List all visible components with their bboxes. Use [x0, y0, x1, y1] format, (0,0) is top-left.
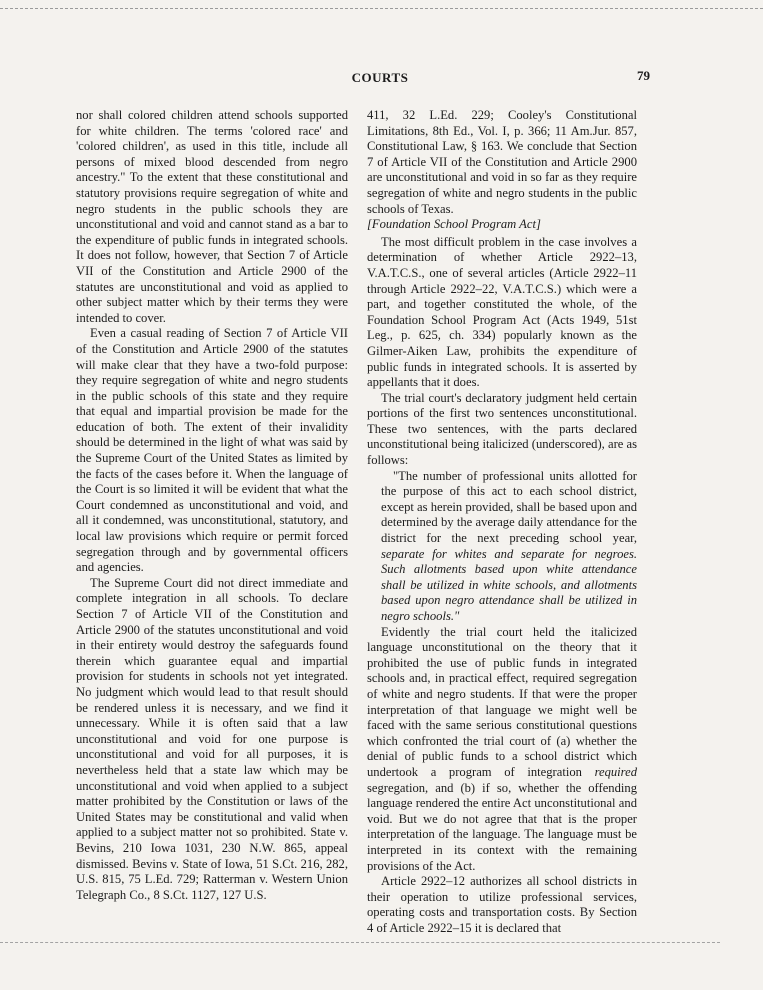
right-paragraph-4-emphasis: required — [594, 764, 637, 779]
section-heading: [Foundation School Program Act] — [367, 217, 541, 232]
quote-plain-text: "The number of professional units allotted for the purpose of this act to each school district, except as herein provided, shall be based upon and determined by the average daily attendance for the district for the next preceding school year, — [381, 468, 637, 546]
right-paragraph-5: Article 2922–12 authorizes all school districts in their operation to utilize professional services, operating costs and transportation costs. By Section 4 of Article 2922–15 it is declared that — [367, 874, 637, 935]
right-paragraph-3: The trial court's declaratory judgment held certain portions of the first two sentences unconstitutional. These two sentences, with the parts declared unconstitutional being italicized (underscored), are as follows: — [367, 390, 637, 468]
right-paragraph-4-part-b: segregation, and (b) if so, whether the offending language rendered the entire Act unconstitutional and void. But we do not agree that that is the proper interpretation of the language. The language must be interpreted in its context with the remaining provisions of the Act. — [367, 780, 637, 873]
bottom-border-line — [0, 942, 720, 943]
left-paragraph-2: Even a casual reading of Section 7 of Article VII of the Constitution and Article 2900 of the statutes will make clear that they have a two-fold purpose: they require segregation of white and negro students in the public schools of this state and they require that equal and impartial provision be made for the education of both. The extent of their invalidity should be determined in the light of what was said by the Supreme Court of the United States as limited by the facts of the cases before it. When the language of the Court is so limited it will be evident that what the Court condemned as unconstitutional and void, and all it condemned, was unconstitutional, statutory, and local law provisions which require or permit forced segregation through and by governmental officers and agencies. — [76, 326, 348, 575]
right-paragraph-2: The most difficult problem in the case involves a determination of whether Article 2922–13, V.A.T.C.S., one of several articles (Article 2922–11 through Article 2922–22, V.A.T.C.S.) which were a part, and together constituted the whole, of the Foundation School Program Act (Acts 1949, 51st Leg., p. 625, ch. 334) popularly known as the Gilmer-Aiken Law, prohibits the expenditure of public funds in integrated schools. It is asserted by appellants that it does. — [367, 234, 637, 390]
running-header-title: COURTS — [351, 70, 409, 85]
right-paragraph-4-part-a: Evidently the trial court held the italicized language unconstitutional on the theory that it prohibited the use of public funds in integrated schools and, in practical effect, required segregation of white and negro students. If that were the proper interpretation of that language we might well be faced with the same serious constitutional questions which confronted the trial court of (a) whether the denial of public funds to a school district which undertook a program of integration — [367, 624, 637, 779]
left-paragraph-1: nor shall colored children attend schools supported for white children. The terms 'colored race' and 'colored children', as used in this title, include all persons of mixed blood descended from negro ancestry." To the extent that these constitutional and statutory provisions require segregation of white and negro students in the public schools they are unconstitutional and void and cannot stand as a bar to the expenditure of public funds in integrated schools. It does not follow, however, that Section 7 of Article VII of the Constitution and Article 2900 of the statutes are unconstitutional and void as applied to other subject matter which by their terms they were intended to cover. — [76, 108, 348, 325]
top-border-line — [0, 8, 763, 9]
statute-quote — [381, 469, 637, 625]
left-column — [76, 108, 348, 902]
right-paragraph-1: 411, 32 L.Ed. 229; Cooley's Constitutional Limitations, 8th Ed., Vol. I, p. 366; 11 Am.Jur. 857, Constitutional Law, § 163. We conclude that Section 7 of Article VII of the Constitution and Article 2900 are unconstitutional and void in so far as they require segregation of white and negro students in the public schools of Texas. — [367, 108, 637, 216]
left-paragraph-3: The Supreme Court did not direct immediate and complete integration in all schools. To declare Section 7 of Article VII of the Constitution and Article 2900 of the statutes unconstitutional and void in their entirety would destroy the safeguards found therein which guarantee equal and impartial provision for students in schools not yet integrated. No judgment which would lead to that result should be rendered unless it is necessary, and we find it unnecessary. While it is often said that a law unconstitutional and void for one purpose is unconstitutional and void for all purposes, it is nevertheless held that a state law which may be unconstitutional and void when applied to a subject matter prohibited by the Constitution or laws of the United States may be constitutional and valid when applied to a subject matter not so prohibited. State v. Bevins, 210 Iowa 1031, 230 N.W. 865, appeal dismissed. Bevins v. State of Iowa, 51 S.Ct. 216, 282, U.S. 815, 75 L.Ed. 729; Ratterman v. Western Union Telegraph Co., 8 S.Ct. 1127, 127 U.S. — [76, 575, 348, 902]
right-column — [367, 108, 637, 935]
page-number: 79 — [637, 68, 650, 83]
right-paragraph-4 — [367, 625, 637, 875]
quote-italic-text: separate for whites and separate for negroes. Such allotments based upon white attendance shall be utilized in white schools, and allotments based upon negro attendance shall be utilized in negro schools." — [381, 546, 637, 623]
